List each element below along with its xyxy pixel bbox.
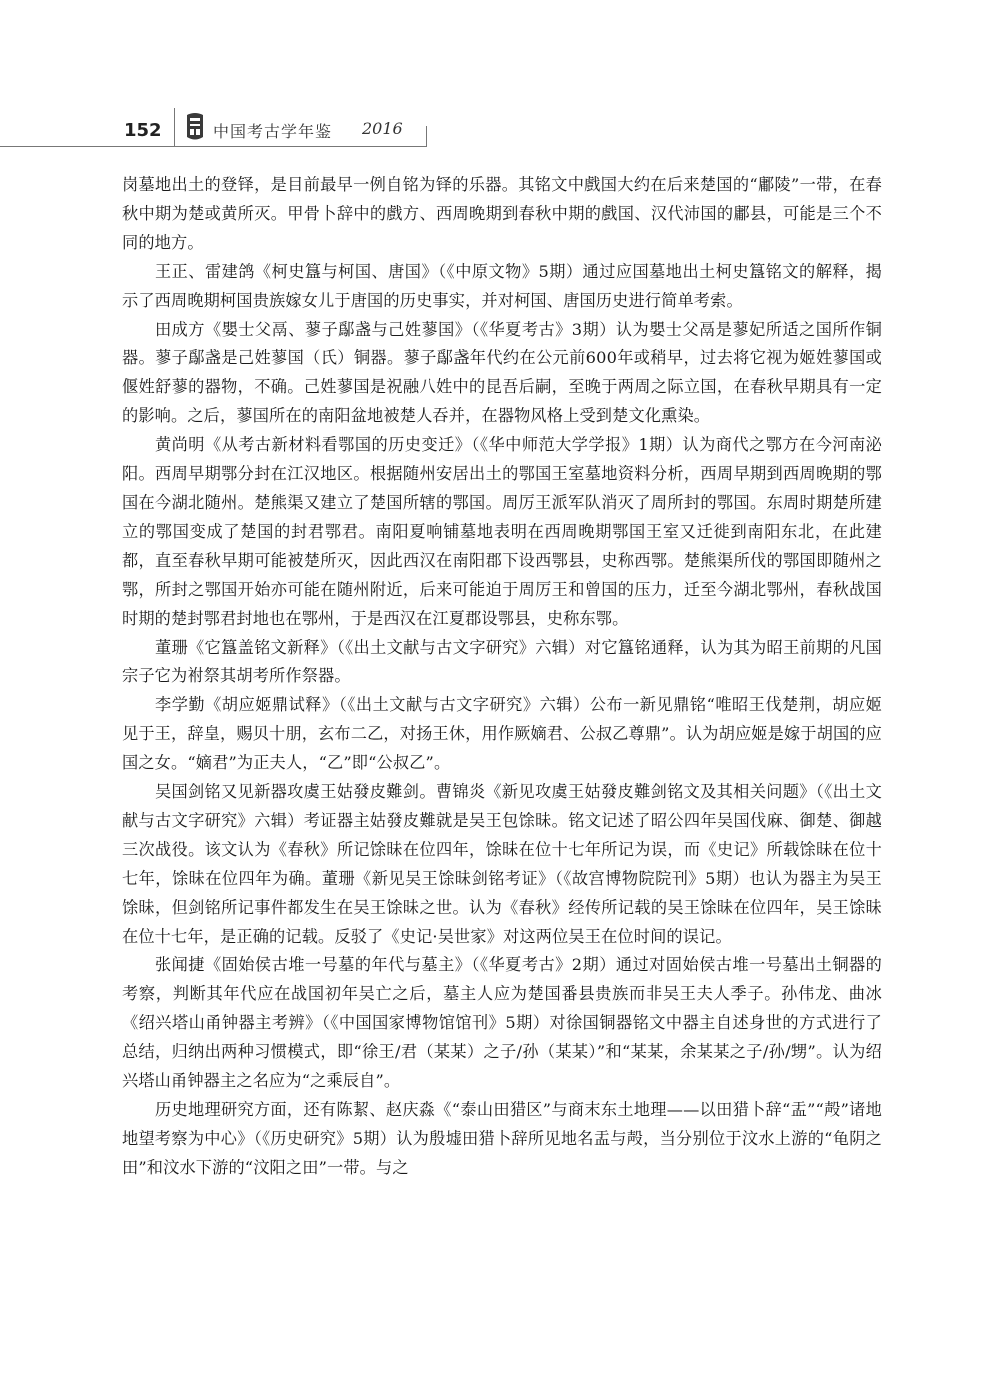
running-header xyxy=(0,108,1004,148)
journal-year: 2016 xyxy=(362,119,403,138)
header-divider xyxy=(174,108,175,146)
paragraph: 董珊《它簋盖铭文新释》（《出土文献与古文字研究》六辑）对它簋铭通释，认为其为昭王前期的凡国宗子它为祔祭其胡考所作祭器。 xyxy=(122,637,882,686)
article-body xyxy=(122,171,882,1183)
journal-title: 中国考古学年鉴 xyxy=(213,122,333,141)
paragraph: 田成方《嬰士父鬲、蓼子鄬盏与己姓蓼国》（《华夏考古》3期）认为嬰士父鬲是蓼妃所适之国所作铜器。蓼子鄬盏是己姓蓼国（氏）铜器。蓼子鄬盏年代约在公元前600年或稍早，过去将它视为姬姓蓼国或偃姓舒蓼的器物，不确。己姓蓼国是祝融八姓中的昆吾后嗣，至晚于两周之际立国，在春秋早期具有一定的影响。之后，蓼国所在的南阳盆地被楚人吞并，在器物风格上受到楚文化熏染。 xyxy=(122,319,882,426)
header-rule-end xyxy=(426,126,427,147)
paragraph: 历史地理研究方面，还有陈絜、赵庆淼《“泰山田猎区”与商末东土地理——以田猎卜辞“盂”“殸”诸地地望考察为中心》（《历史研究》5期）认为殷墟田猎卜辞所见地名盂与殸，当分别位于汶水上游的“龟阴之田”和汶水下游的“汶阳之田”一带。与之 xyxy=(122,1100,882,1177)
paragraph: 王正、雷建鸽《柯史簋与柯国、唐国》（《中原文物》5期）通过应国墓地出土柯史簋铭文的解释，揭示了西周晚期柯国贵族嫁女儿于唐国的历史事实，并对柯国、唐国历史进行简单考索。 xyxy=(122,261,882,310)
journal-seal-logo-icon xyxy=(183,111,207,143)
paragraph: 吴国剑铭又见新器攻虞王姑發皮難剑。曹锦炎《新见攻虞王姑發皮難剑铭文及其相关问题》（《出土文献与古文字研究》六辑）考证器主姑發皮難就是吴王包馀昧。铭文记述了昭公四年吴国伐麻、御楚、御越三次战役。该文认为《春秋》所记馀昧在位四年，馀昧在位十七年所记为误，而《史记》所载馀昧在位十七年，馀昧在位四年为确。董珊《新见吴王馀昧剑铭考证》（《故宫博物院院刊》5期）也认为器主为吴王馀昧，但剑铭所记事件都发生在吴王馀昧之世。认为《春秋》经传所记载的吴王馀昧在位四年，吴王馀昧在位十七年，是正确的记载。反驳了《史记·吴世家》对这两位吴王在位时间的误记。 xyxy=(122,782,882,946)
paragraph: 黄尚明《从考古新材料看鄂国的历史变迁》（《华中师范大学学报》1期）认为商代之鄂方在今河南泌阳。西周早期鄂分封在江汉地区。根据随州安居出土的鄂国王室墓地资料分析，西周早期到西周晚期的鄂国在今湖北随州。楚熊渠又建立了楚国所辖的鄂国。周厉王派军队消灭了周所封的鄂国。东周时期楚所建立的鄂国变成了楚国的封君鄂君。南阳夏响铺墓地表明在西周晚期鄂国王室又迁徙到南阳东北，在此建都，直至春秋早期可能被楚所灭，因此西汉在南阳郡下设西鄂县，史称西鄂。楚熊渠所伐的鄂国即随州之鄂，所封之鄂国开始亦可能在随州附近，后来可能迫于周厉王和曾国的压力，迁至今湖北鄂州，春秋战国时期的楚封鄂君封地也在鄂州，于是西汉在江夏郡设鄂县，史称东鄂。 xyxy=(122,435,882,628)
paragraph: 李学勤《胡应姬鼎试释》（《出土文献与古文字研究》六辑）公布一新见鼎铭“唯昭王伐楚荆，胡应姬见于王，辞皇，赐贝十朋，玄布二乙，对扬王休，用作厥嫡君、公叔乙尊鼎”。认为胡应姬是嫁于胡国的应国之女。“嫡君”为正夫人，“乙”即“公叔乙”。 xyxy=(122,695,882,773)
page-number: 152 xyxy=(124,120,162,141)
header-rule xyxy=(0,146,426,147)
paragraph: 岗墓地出土的登铎，是目前最早一例自铭为铎的乐器。其铭文中戲国大约在后来楚国的“鄘陵”一带，在春秋中期为楚或黄所灭。甲骨卜辞中的戲方、西周晚期到春秋中期的戲国、汉代沛国的鄘县，可能是三个不同的地方。 xyxy=(122,175,882,252)
paragraph: 张闻捷《固始侯古堆一号墓的年代与墓主》（《华夏考古》2期）通过对固始侯古堆一号墓出土铜器的考察，判断其年代应在战国初年吴亡之后，墓主人应为楚国番县贵族而非吴王夫人季子。孙伟龙、曲冰《绍兴塔山甬钟器主考辨》（《中国国家博物馆馆刊》5期）对徐国铜器铭文中器主自述身世的方式进行了总结，归纳出两种习惯模式，即“徐王/君（某某）之子/孙（某某）”和“某某，余某某之子/孙/甥”。认为绍兴塔山甬钟器主之名应为“之乘辰自”。 xyxy=(122,955,882,1091)
